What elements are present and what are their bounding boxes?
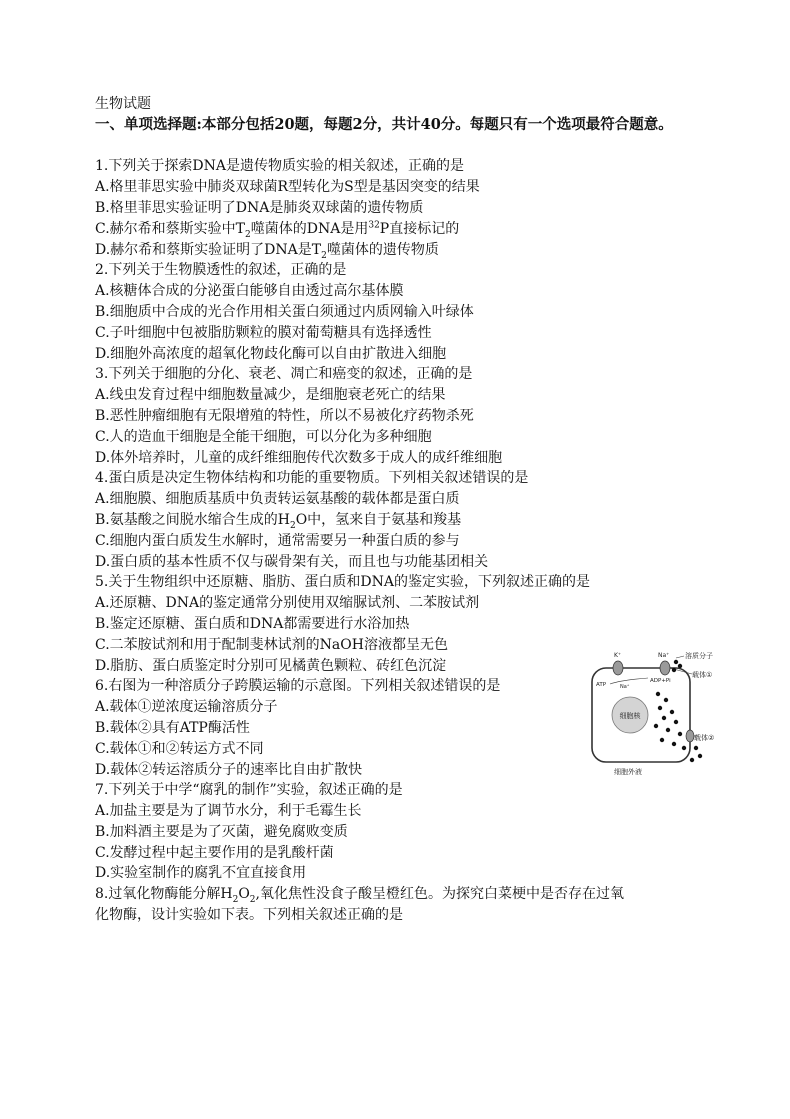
q1-option-b: B.格里菲思实验证明了DNA是肺炎双球菌的遗传物质 <box>95 199 424 216</box>
carrier-1-left <box>613 661 623 675</box>
q4-b-text-2: O中，氢来自于氨基和羧基 <box>295 511 462 528</box>
q7-option-a: A.加盐主要是为了调节水分，利于毛霉生长 <box>95 803 362 820</box>
k-ion-label: K⁺ <box>614 652 622 659</box>
q3-option-d: D.体外培养时，儿童的成纤维细胞传代次数多于成人的成纤维细胞 <box>95 449 503 466</box>
q1-c-text-1: C.赫尔希和蔡斯实验中T <box>95 220 246 237</box>
q7-option-d: D.实验室制作的腐乳不宜直接食用 <box>95 865 307 882</box>
q1-c-text-3: P直接标记的 <box>379 220 460 237</box>
carrier-2 <box>686 730 694 742</box>
carrier-1-label: 载体① <box>692 671 713 679</box>
q8-text-2: O <box>238 886 250 903</box>
q4-b-sub: 2 <box>289 520 296 531</box>
q4-option-d: D.蛋白质的基本性质不仅与碳骨架有关，而且也与功能基团相关 <box>95 553 489 570</box>
q1-option-c <box>95 219 700 240</box>
q1-option-d <box>95 240 700 261</box>
carrier-1-right <box>660 661 670 675</box>
q7-option-c: C.发酵过程中起主要作用的是乳酸杆菌 <box>95 844 334 861</box>
carrier-2-label: 载体② <box>694 734 715 742</box>
q1-d-sub: 2 <box>321 250 327 261</box>
exam-content <box>95 94 700 926</box>
q3-option-c: C.人的造血干细胞是全能干细胞，可以分化为多种细胞 <box>95 428 432 445</box>
q6-option-d: D.载体②转运溶质分子的速率比自由扩散快 <box>95 761 363 778</box>
na-ion-label: Na⁺ <box>658 652 670 659</box>
na-inner-label: Na⁺ <box>620 684 630 690</box>
q6-option-b: B.载体②具有ATP酶活性 <box>95 719 250 736</box>
q8-text-3: ,氧化焦性没食子酸呈橙红色。为探究白菜梗中是否存在过氧 <box>255 886 624 903</box>
q6-option-a: A.载体①逆浓度运输溶质分子 <box>95 699 278 716</box>
q3-option-b: B.恶性肿瘤细胞有无限增殖的特性，所以不易被化疗药物杀死 <box>95 407 474 424</box>
q4-option-c: C.细胞内蛋白质发生水解时，通常需要另一种蛋白质的参与 <box>95 532 460 549</box>
q1-stem: 1.下列关于探索DNA是遗传物质实验的相关叙述，正确的是 <box>95 158 464 175</box>
q8-stem-line-2: 化物酶，设计实验如下表。下列相关叙述正确的是 <box>95 907 403 924</box>
q7-stem: 7.下列关于中学“腐乳的制作”实验，叙述正确的是 <box>95 782 403 799</box>
q2-option-b: B.细胞质中合成的光合作用相关蛋白须通过内质网输入叶绿体 <box>95 303 474 320</box>
q1-option-a: A.格里菲思实验中肺炎双球菌R型转化为S型是基因突变的结果 <box>95 179 480 196</box>
q5-option-a: A.还原糖、DNA的鉴定通常分别使用双缩脲试剂、二苯胺试剂 <box>95 595 480 612</box>
solute-molecule-label: 溶质分子 <box>685 652 713 660</box>
q2-stem: 2.下列关于生物膜透性的叙述，正确的是 <box>95 262 347 279</box>
q8-sub-2: 2 <box>249 895 256 906</box>
q7-option-b: B.加料酒主要是为了灭菌，避免腐败变质 <box>95 823 348 840</box>
q2-option-a: A.核糖体合成的分泌蛋白能够自由透过高尔基体膜 <box>95 283 404 300</box>
section-heading: 一、单项选择题:本部分包括20题，每题2分，共计40分。每题只有一个选项最符合题意。 <box>95 115 673 133</box>
solute-leader <box>676 656 684 658</box>
adp-pi-label: ADP+Pi <box>650 678 671 684</box>
q5-option-d: D.脂肪、蛋白质鉴定时分别可见橘黄色颗粒、砖红色沉淀 <box>95 657 447 674</box>
extracellular-fluid-label: 细胞外液 <box>614 768 642 776</box>
q4-option-b <box>95 510 700 531</box>
q8-sub-1: 2 <box>232 895 239 906</box>
page-title: 生物试题 <box>95 96 151 112</box>
q1-d-text-1: D.赫尔希和蔡斯实验证明了DNA是T <box>95 241 322 258</box>
nucleus-label: 细胞核 <box>619 712 641 720</box>
membrane-transport-figure <box>588 650 716 778</box>
q4-option-a: A.细胞膜、细胞质基质中负责转运氨基酸的载体都是蛋白质 <box>95 491 460 508</box>
q1-c-text-2: 噬菌体的DNA是用 <box>250 220 369 237</box>
q6-option-c: C.载体①和②转运方式不同 <box>95 740 264 757</box>
q3-option-a: A.线虫发育过程中细胞数量减少，是细胞衰老死亡的结果 <box>95 387 446 404</box>
q5-option-c: C.二苯胺试剂和用于配制斐林试剂的NaOH溶液都呈无色 <box>95 636 448 653</box>
q1-c-sub: 2 <box>245 229 251 240</box>
q5-stem: 5.关于生物组织中还原糖、脂肪、蛋白质和DNA的鉴定实验，下列叙述正确的是 <box>95 574 590 591</box>
q8-text-1: 8.过氧化物酶能分解H <box>95 886 233 903</box>
q2-option-d: D.细胞外高浓度的超氧化物歧化酶可以自由扩散进入细胞 <box>95 345 447 362</box>
q2-option-c: C.子叶细胞中包被脂肪颗粒的膜对葡萄糖具有选择透性 <box>95 324 432 341</box>
q5-option-b: B.鉴定还原糖、蛋白质和DNA都需要进行水浴加热 <box>95 615 410 632</box>
q1-c-sup: 32 <box>368 220 380 231</box>
q4-stem: 4.蛋白质是决定生物体结构和功能的重要物质。下列相关叙述错误的是 <box>95 470 529 487</box>
q6-stem: 6.右图为一种溶质分子跨膜运输的示意图。下列相关叙述错误的是 <box>95 678 501 695</box>
q4-b-text-1: B.氨基酸之间脱水缩合生成的H <box>95 511 290 528</box>
atp-label: ATP <box>596 682 607 688</box>
q8-stem-line-1 <box>95 884 700 905</box>
q1-d-text-2: 噬菌体的遗传物质 <box>326 241 439 258</box>
q3-stem: 3.下列关于细胞的分化、衰老、凋亡和癌变的叙述，正确的是 <box>95 366 473 383</box>
